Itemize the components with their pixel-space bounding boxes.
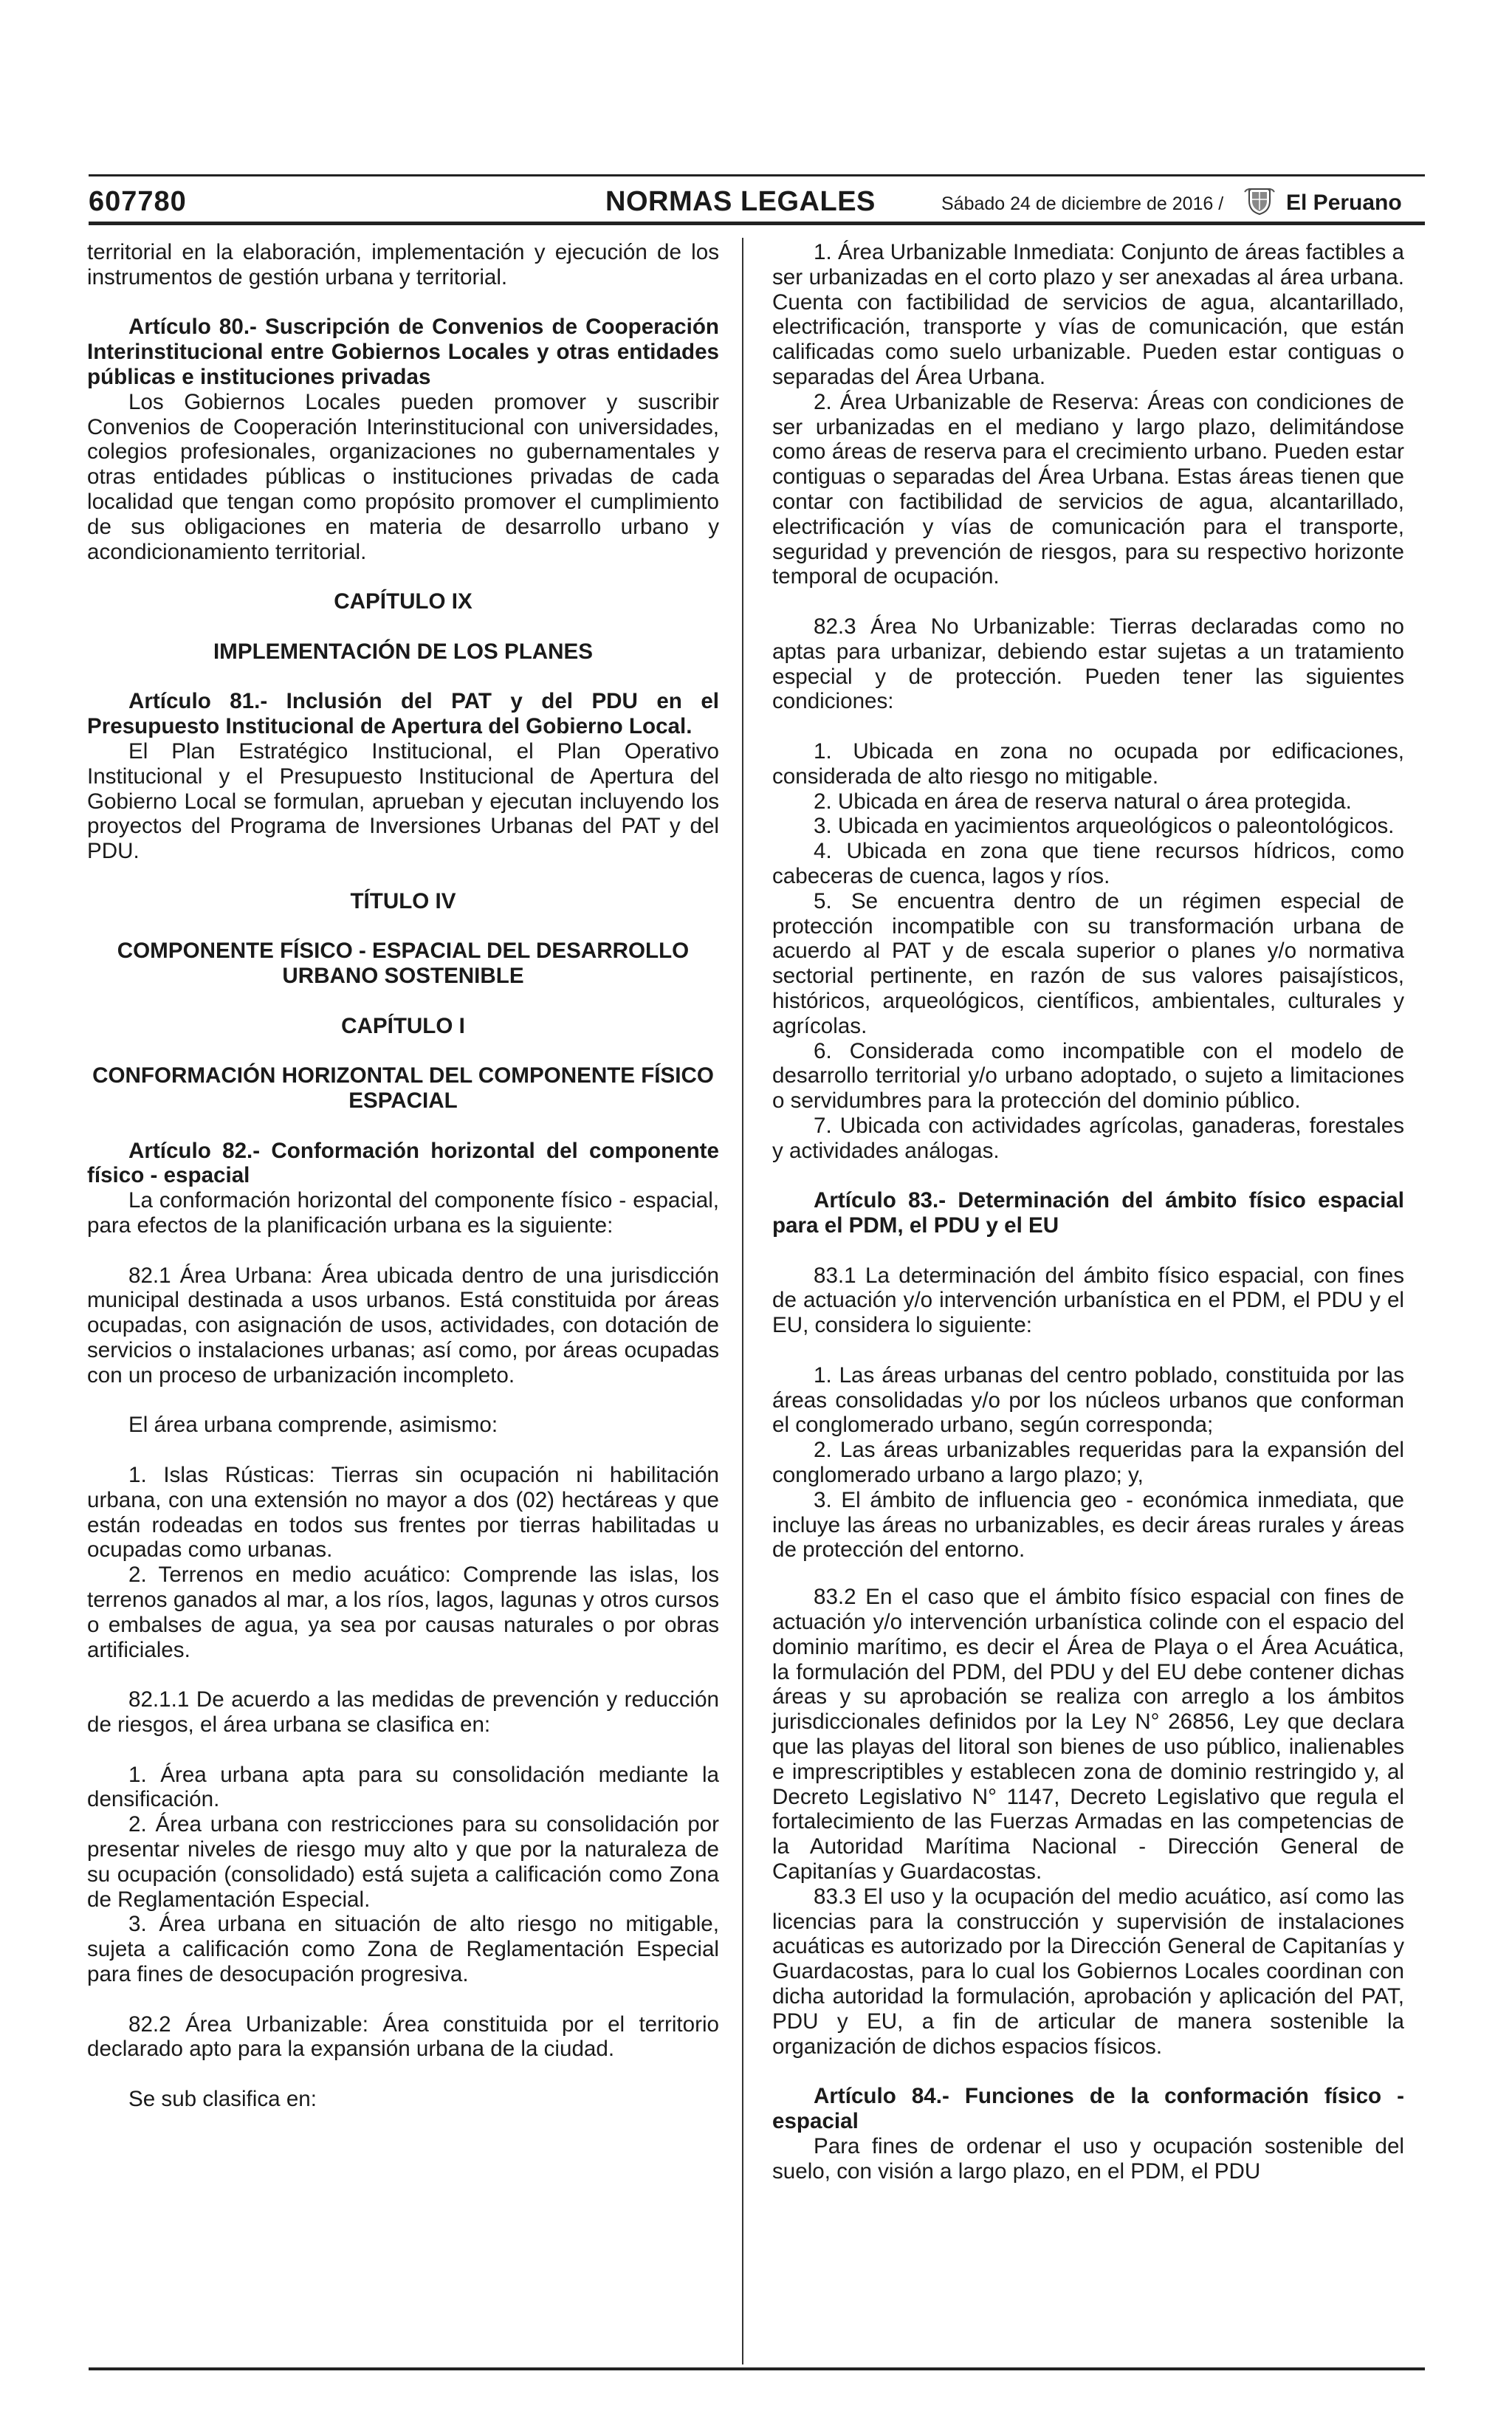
- paragraph: 2. Ubicada en área de reserva natural o área protegida.: [814, 789, 1352, 814]
- section-heading: TÍTULO IV: [350, 888, 456, 913]
- article-heading: Artículo 81.- Inclusión del PAT y del PDU en el Presupuesto Institucional de Apertura del Gobierno Local.: [87, 689, 719, 739]
- paragraph: 5. Se encuentra dentro de un régimen especial de protección incompatible con su transformación urbana de acuerdo al PAT y de escala superior o planes y/o normativa sectorial pertinente, en razón de sus valores paisajísticos, históricos, arqueológicos, científicos, ambientales, culturales y agrícolas.: [772, 888, 1404, 1038]
- article-heading: Artículo 80.- Suscripción de Convenios de Cooperación Interinstitucional entre Gobiernos Locales y otras entidades públicas e instituciones privadas: [87, 315, 719, 389]
- footer-rule: [89, 2367, 1425, 2370]
- section-heading: CAPÍTULO IX: [334, 589, 472, 614]
- paragraph: 1. Ubicada en zona no ocupada por edificaciones, considerada de alto riesgo no mitigable.: [772, 738, 1404, 789]
- paragraph: 2. Las áreas urbanizables requeridas para la expansión del conglomerado urbano a largo plazo; y,: [772, 1438, 1404, 1488]
- paragraph: 2. Terrenos en medio acuático: Comprende las islas, los terrenos ganados al mar, a los ríos, lagos, lagunas y otros cursos o embalses de agua, ya sea por causas naturales o por obras artificiales.: [87, 1563, 719, 1662]
- section-title: NORMAS LEGALES: [605, 186, 876, 217]
- page-number: 607780: [89, 186, 187, 217]
- paragraph: 4. Ubicada en zona que tiene recursos hídricos, como cabeceras de cuenca, lagos y ríos.: [772, 839, 1404, 888]
- section-heading: CONFORMACIÓN HORIZONTAL DEL COMPONENTE FÍSICO ESPACIAL: [92, 1063, 714, 1114]
- paragraph: 7. Ubicada con actividades agrícolas, ganaderas, forestales y actividades análogas.: [772, 1113, 1404, 1163]
- paragraph: La conformación horizontal del componente físico - espacial, para efectos de la planificación urbana es la siguiente:: [87, 1188, 719, 1238]
- coat-of-arms-icon: [1243, 185, 1276, 217]
- paragraph: 3. Ubicada en yacimientos arqueológicos o paleontológicos.: [814, 814, 1395, 839]
- column-divider: [742, 238, 743, 2364]
- paragraph: El Plan Estratégico Institucional, el Plan Operativo Institucional y el Presupuesto Institucional de Apertura del Gobierno Local se formulan, aprueban y ejecutan incluyendo los proyectos del Programa de Inversiones Urbanas del PAT y del PDU.: [87, 738, 719, 864]
- paragraph: El área urbana comprende, asimismo:: [128, 1413, 498, 1438]
- paragraph: 1. Islas Rústicas: Tierras sin ocupación ni habilitación urbana, con una extensión no mayor a dos (02) hectáreas y que están rodeadas en todos sus frentes por tierras habilitadas u ocupadas como urbanas.: [87, 1463, 719, 1563]
- paragraph: 83.3 El uso y la ocupación del medio acuático, así como las licencias para la construcción y supervisión de instalaciones acuáticas es autorizado por la Dirección General de Capitanías y Guardacostas, para lo cual los Gobiernos Locales coordinan con dicha autoridad la formulación, aprobación y aplicación del PAT, PDU y EU, a fin de articular de manera sostenible la organización de dichos espacios físicos.: [772, 1884, 1404, 2059]
- paragraph: 1. Área Urbanizable Inmediata: Conjunto de áreas factibles a ser urbanizadas en el corto plazo y ser anexadas al área urbana. Cuenta con factibilidad de servicios de agua, alcantarillado, electrificación, transporte y vías de comunicación, que están calificadas como suelo urbanizable. Pueden estar contiguas o separadas del Área Urbana.: [772, 240, 1404, 389]
- paragraph: 2. Área Urbanizable de Reserva: Áreas con condiciones de ser urbanizadas en el mediano y largo plazo, delimitándose como áreas de reserva para el crecimiento urbano. Pueden estar contiguas o separadas del Área Urbana. Estas áreas tienen que contar con factibilidad de servicios de agua, alcantarillado, electrificación y vías de comunicación para el transporte, seguridad y prevención de riesgos, para su respectivo horizonte temporal de ocupación.: [772, 389, 1404, 589]
- article-heading: Artículo 83.- Determinación del ámbito físico espacial para el PDM, el PDU y el EU: [772, 1188, 1404, 1238]
- left-column: [87, 240, 719, 2112]
- paragraph: 6. Considerada como incompatible con el modelo de desarrollo territorial y/o urbano adoptado, o sujeto a limitaciones o servidumbres para la protección del dominio público.: [772, 1038, 1404, 1114]
- paragraph: 82.1 Área Urbana: Área ubicada dentro de una jurisdicción municipal destinada a usos urbanos. Está constituida por áreas ocupadas, con asignación de usos, actividades, con dotación de servicios o instalaciones urbanas; así como, por áreas ocupadas con un proceso de urbanización incompleto.: [87, 1263, 719, 1388]
- paragraph: 83.1 La determinación del ámbito físico espacial, con fines de actuación y/o intervención urbanística en el PDM, el PDU y el EU, considera lo siguiente:: [772, 1263, 1404, 1338]
- section-heading: COMPONENTE FÍSICO - ESPACIAL DEL DESARROLLO URBANO SOSTENIBLE: [117, 939, 690, 989]
- brand-name: El Peruano: [1286, 191, 1402, 215]
- paragraph: 82.2 Área Urbanizable: Área constituida por el territorio declarado apto para la expansión urbana de la ciudad.: [87, 2012, 719, 2062]
- paragraph: 82.3 Área No Urbanizable: Tierras declaradas como no aptas para urbanizar, debiendo estar sujetas a un tratamiento especial y de protección. Pueden tener las siguientes condiciones:: [772, 614, 1404, 714]
- section-heading: IMPLEMENTACIÓN DE LOS PLANES: [213, 639, 594, 664]
- paragraph: 3. Área urbana en situación de alto riesgo no mitigable, sujeta a calificación como Zona de Reglamentación Especial para fines de desocupación progresiva.: [87, 1912, 719, 1986]
- paragraph: Para fines de ordenar el uso y ocupación sostenible del suelo, con visión a largo plazo, en el PDM, el PDU: [772, 2133, 1404, 2184]
- paragraph: 82.1.1 De acuerdo a las medidas de prevención y reducción de riesgos, el área urbana se clasifica en:: [87, 1687, 719, 1738]
- publication-date: Sábado 24 de diciembre de 2016 /: [941, 193, 1224, 214]
- section-heading: CAPÍTULO I: [341, 1013, 465, 1038]
- article-heading: Artículo 84.- Funciones de la conformación físico - espacial: [772, 2084, 1404, 2133]
- paragraph: territorial en la elaboración, implementación y ejecución de los instrumentos de gestión urbana y territorial.: [87, 240, 719, 289]
- paragraph: 3. El ámbito de influencia geo - económica inmediata, que incluye las áreas no urbanizables, es decir áreas rurales y áreas de protección del entorno.: [772, 1487, 1404, 1563]
- paragraph: 1. Las áreas urbanas del centro poblado, constituida por las áreas consolidadas y/o por los núcleos urbanos que conforman el conglomerado urbano, según corresponda;: [772, 1362, 1404, 1438]
- header-rule-bottom: [89, 222, 1425, 225]
- paragraph: 83.2 En el caso que el ámbito físico espacial con fines de actuación y/o intervención urbanística colinde con el espacio del dominio marítimo, es decir el Área de Playa o el Área Acuática, la formulación del PDM, del PDU y del EU debe contener dichas áreas y su aprobación se realiza con arreglo a los ámbitos jurisdiccionales definidos por la Ley N° 26856, Ley que declara que las playas del litoral son bienes de uso público, inalienables e imprescriptibles y establecen zona de dominio restringido y, al Decreto Legislativo N° 1147, Decreto Legislativo que regula el fortalecimiento de las Fuerzas Armadas en las competencias de la Autoridad Marítima Nacional - Dirección General de Capitanías y Guardacostas.: [772, 1585, 1404, 1884]
- article-heading: Artículo 82.- Conformación horizontal del componente físico - espacial: [87, 1138, 719, 1188]
- paragraph: Se sub clasifica en:: [128, 2086, 317, 2111]
- paragraph: Los Gobiernos Locales pueden promover y suscribir Convenios de Cooperación Interinstitucional con universidades, colegios profesionales, organizaciones no gubernamentales y otras entidades públicas o instituciones privadas de cada localidad que tengan como propósito promover el cumplimiento de sus obligaciones en materia de desarrollo urbano y acondicionamiento territorial.: [87, 389, 719, 564]
- right-column: [772, 240, 1404, 2184]
- paragraph: 1. Área urbana apta para su consolidación mediante la densificación.: [87, 1762, 719, 1812]
- header-rule-top: [89, 174, 1425, 176]
- paragraph: 2. Área urbana con restricciones para su consolidación por presentar niveles de riesgo muy alto y que por la naturaleza de su ocupación (consolidado) está sujeta a calificación como Zona de Reglamentación Especial.: [87, 1812, 719, 1912]
